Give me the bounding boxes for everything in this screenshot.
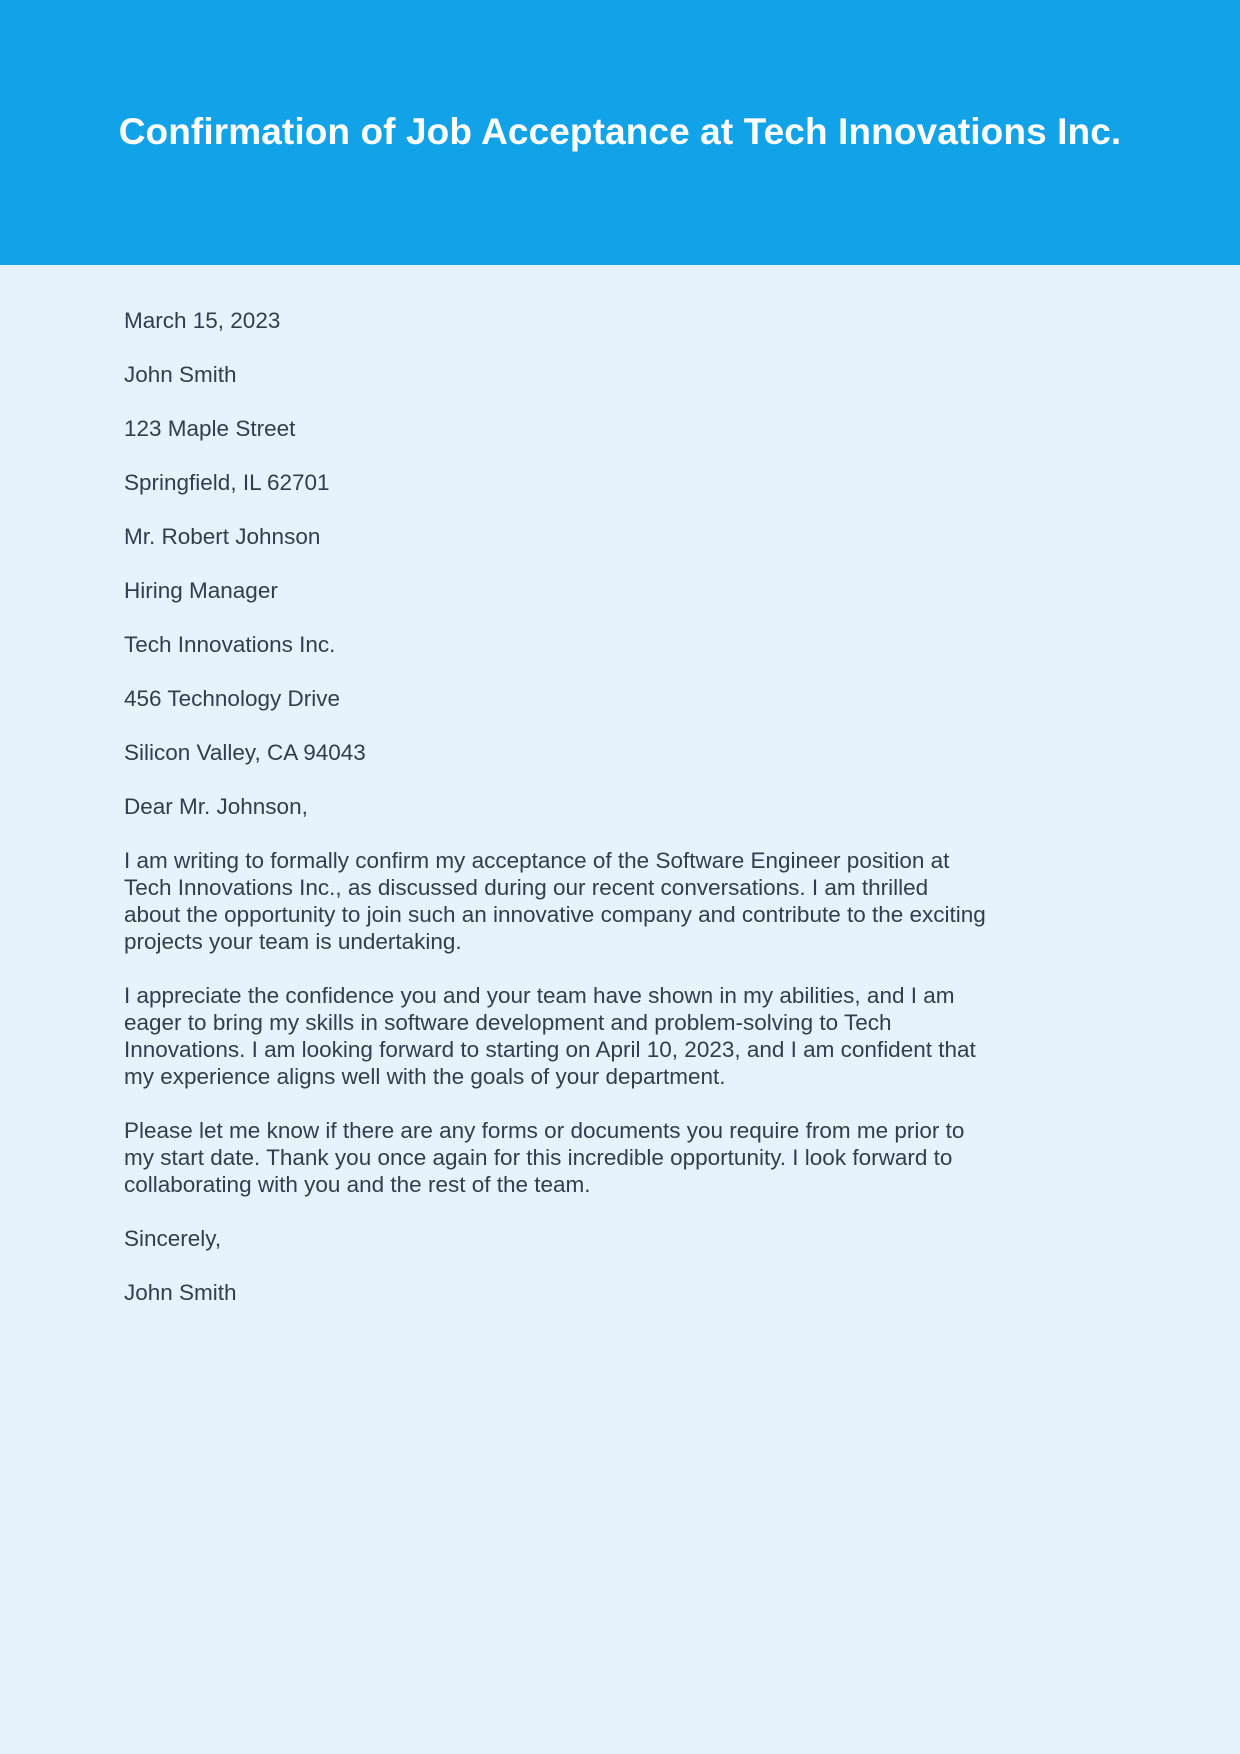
- gap: [124, 1198, 1116, 1225]
- body-paragraph-1: I am writing to formally confirm my acceptance of the Software Engineer position at Tech Innovations Inc., as discussed during our recent conversations. I am thrilled about the opportunity to join such an innovative company and contribute to the exciting projects your team is undertaking.: [124, 848, 986, 954]
- gap: [124, 658, 1116, 685]
- header-banner: [0, 0, 1240, 265]
- recipient-street: 456 Technology Drive: [124, 686, 340, 711]
- gap: [124, 388, 1116, 415]
- gap: [124, 604, 1116, 631]
- gap: [124, 550, 1116, 577]
- closing: Sincerely,: [124, 1226, 222, 1251]
- gap: [124, 496, 1116, 523]
- signature-name: John Smith: [124, 1280, 237, 1305]
- gap: [124, 442, 1116, 469]
- body-paragraph-3: Please let me know if there are any forms or documents you require from me prior to my start date. Thank you once again for this incredible opportunity. I look forward to collaborating with you and the rest of the team.: [124, 1118, 965, 1197]
- page-title: Confirmation of Job Acceptance at Tech Innovations Inc.: [118, 111, 1122, 153]
- salutation: Dear Mr. Johnson,: [124, 794, 308, 819]
- recipient-city-state-zip: Silicon Valley, CA 94043: [124, 740, 366, 765]
- sender-name: John Smith: [124, 362, 237, 387]
- gap: [124, 766, 1116, 793]
- sender-street: 123 Maple Street: [124, 416, 296, 441]
- recipient-name: Mr. Robert Johnson: [124, 524, 321, 549]
- letter-date: March 15, 2023: [124, 308, 281, 333]
- body-paragraph-2: I appreciate the confidence you and your team have shown in my abilities, and I am eager to bring my skills in software development and problem-solving to Tech Innovations. I am looking forward to starting on April 10, 2023, and I am confident that my experience aligns well with the goals of your department.: [124, 983, 976, 1089]
- recipient-title: Hiring Manager: [124, 578, 278, 603]
- recipient-company: Tech Innovations Inc.: [124, 632, 336, 657]
- gap: [124, 712, 1116, 739]
- gap: [124, 1252, 1116, 1279]
- gap: [124, 334, 1116, 361]
- gap: [124, 955, 1116, 982]
- gap: [124, 820, 1116, 847]
- top-spacer: [124, 265, 1116, 307]
- gap: [124, 1090, 1116, 1117]
- letter-body: [0, 265, 1240, 1306]
- sender-city-state-zip: Springfield, IL 62701: [124, 470, 330, 495]
